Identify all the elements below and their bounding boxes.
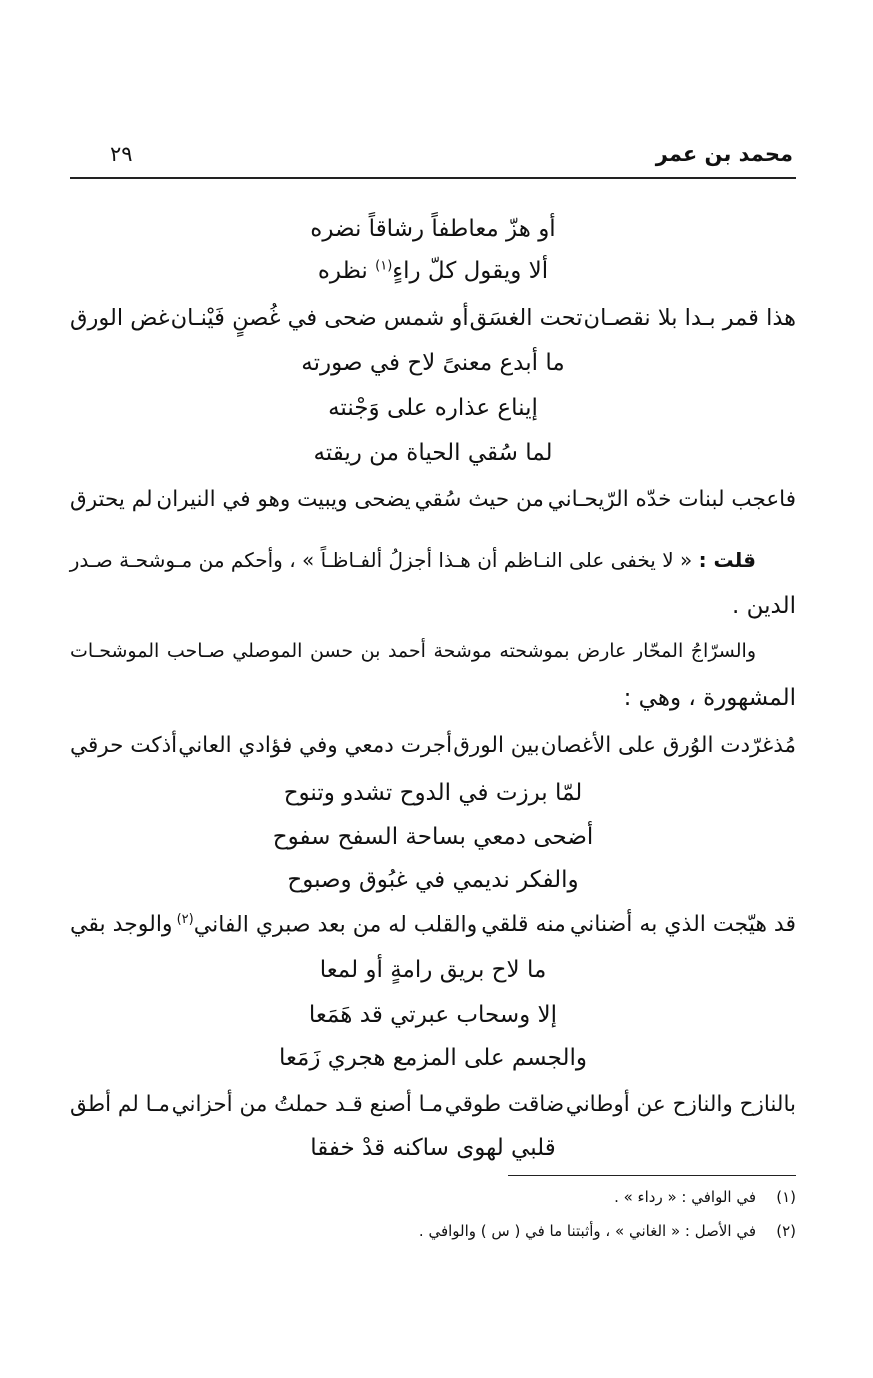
footnote-number: (١) [776,1188,796,1206]
verse-line: لمّا برزت في الدوح تشدو وتنوح [283,780,583,806]
hemistich: هذا قمر بـدا بلا نقصـان [583,305,796,331]
hemistich: مُذغرّدت الوُرق على الأغصان [540,733,796,758]
footnote-text: في الأصل : « الغاني » ، وأثبتنا ما في ( س ) والوافي . [418,1222,756,1240]
verse-line: والفكر نديمي في غبُوق وصبوح [287,867,579,893]
verse-line: لما سُقي الحياة من ريقته [313,440,553,466]
verse-line [70,258,796,284]
header-rule [70,177,796,179]
hemistich: غض الورق [70,305,170,331]
prose-line [70,548,796,572]
hemistich: تحت الغسَق [469,305,583,331]
verse-line: أو هزّ معاطفاً رشاقاً نضره [310,216,556,242]
verse-row [70,305,796,331]
prose-line: والسرّاجُ المحّار عارض بموشحته موشحة أحمد بن حسن الموصلي صـاحب الموشحـات [70,640,756,662]
footnote-number: (٢) [776,1222,796,1240]
verse-line: ما أبدع معنىً لاح في صورته [301,350,565,376]
hemistich: مـا لم أطق [70,1092,170,1117]
footnote [70,1188,796,1206]
page-number: ٢٩ [110,142,133,166]
verse-row [70,912,796,937]
hemistich: يضحى ويبيت وهو في النيران [156,487,411,512]
footnote-ref: (٢) [176,912,194,927]
prose-line: المشهورة ، وهي : [623,685,796,711]
hemistich: من حيث سُقي [414,487,544,512]
verse-row [70,1092,796,1117]
verse-line: والجسم على المزمع هجري زَمَعا [278,1045,588,1071]
hemistich: أجرت دمعي وفي فؤادي العاني [178,733,453,758]
verse-line: أضحى دمعي بساحة السفح سفوح [272,824,594,850]
verse-line: إيناع عذاره على وَجْنته [328,395,538,421]
hemistich-with-ref [177,912,478,937]
hemistich: ضاقت طوقي [444,1092,565,1117]
qultu-label: قلت : [698,548,756,572]
footnote-rule [508,1175,796,1176]
running-header-title: محمد بن عمر [655,142,793,166]
prose-line: الدين . [731,593,796,619]
hemistich: أو شمس ضحى في غُصنٍ فَيْنـان [170,305,469,331]
hemistich: لم يحترق [70,487,153,512]
footnote-text: في الوافي : « رداء » . [614,1188,756,1206]
verse-text: نظره [317,258,376,284]
hemistich: بين الورق [453,733,540,758]
verse-row [70,733,796,758]
verse-line: ما لاح بريق رامةٍ أو لمعا [319,957,547,983]
verse-text: ألا ويقول كلّ راءٍ [392,258,549,284]
hemistich: أذكت حرقي [70,733,178,758]
hemistich: فاعجب لبنات خدّه الرّيحـاني [547,487,796,512]
footnote-ref: (١) [375,258,393,274]
prose-text: « لا يخفى على النـاظم أن هـذا أجزلُ ألفـاظـاً » ، وأحكم من مـوشحـة صـدر [69,548,699,572]
hemistich: بالنازح والنازح عن أوطاني [565,1092,796,1117]
hemistich: قد هيّجت الذي به أضناني [569,912,796,937]
verse-line: قلبي لهوى ساكنه قدْ خفقا [310,1135,556,1161]
footnote [70,1222,796,1240]
hemistich: والقلب له من بعد صبري الفاني [193,912,478,938]
hemistich: والوجد بقي [70,912,173,937]
verse-row [70,487,796,512]
verse-line: إلا وسحاب عبرتي قد هَمَعا [308,1002,558,1028]
hemistich: منه قلقي [481,912,566,937]
hemistich: مـا أصنع قـد حملتُ من أحزاني [171,1092,444,1117]
